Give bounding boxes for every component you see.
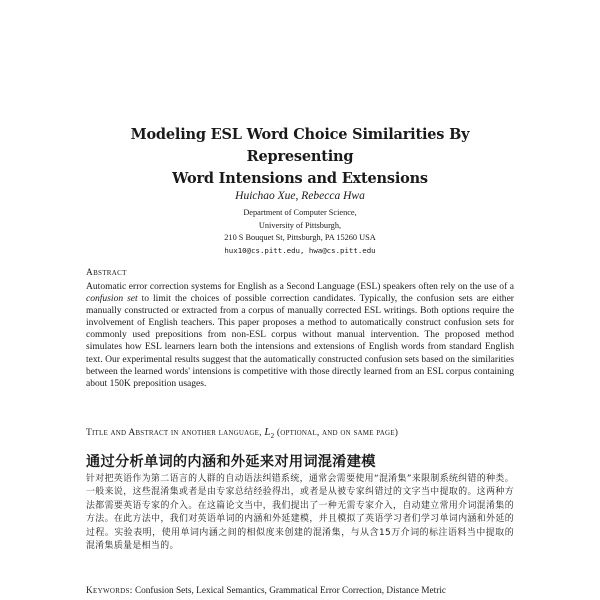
- affiliation-address: 210 S Bouquet St, Pittsburgh, PA 15260 USA: [224, 233, 376, 242]
- title-line-2: Word Intensions and Extensions: [172, 170, 428, 187]
- author-names: Huichao Xue, Rebecca Hwa: [235, 190, 365, 202]
- language-symbol: L: [264, 426, 271, 438]
- keywords-label: Keywords:: [86, 586, 133, 596]
- affiliation-emails: hux10@cs.pitt.edu, hwa@cs.pitt.edu: [224, 246, 376, 255]
- keywords-line: [86, 586, 526, 596]
- chinese-abstract: 针对把英语作为第二语言的人群的自动语法纠错系统，通常会需要使用“混淆集”来限制系统纠错的种类。一般来说，这些混淆集或者是由专家总结经验得出，或者是从被专家纠错过的文字当中提取的。这两种方法都需要英语专家的介入。在这篇论文当中，我们提出了一种无需专家介入，自动建立常用介词混淆集的方法。在此方法中，我们对英语单词的内涵和外延建模，并且模拟了英语学习者们学习单词内涵和外延的过程。实验表明，使用单词内涵之间的相似度来创建的混淆集，与从含15万介词的标注语料当中提取的混淆集质量是相当的。: [86, 474, 514, 552]
- chinese-title: 通过分析单词的内涵和外延来对用词混淆建模: [86, 454, 376, 470]
- paper-title: [80, 124, 520, 190]
- keywords-list: Confusion Sets, Lexical Semantics, Grammatical Error Correction, Distance Metric: [134, 586, 447, 596]
- second-language-heading-before: Title and Abstract in another language,: [86, 428, 265, 438]
- affiliation-department: Department of Computer Science,: [243, 208, 357, 217]
- abstract-heading: Abstract: [86, 268, 127, 278]
- second-language-heading-after: (optional, and on same page): [274, 428, 399, 438]
- abstract-term-confusion-set: confusion set: [86, 293, 138, 305]
- second-language-heading: [86, 426, 526, 440]
- abstract-body: [86, 281, 514, 390]
- abstract-text-part1: Automatic error correction systems for English as a Second Language (ESL) speakers often rely on the use of a: [86, 281, 514, 292]
- affiliation-university: University of Pittsburgh,: [258, 221, 342, 230]
- title-line-1: Modeling ESL Word Choice Similarities By Representing: [130, 126, 470, 165]
- abstract-text-part2: to limit the choices of possible correction candidates. Typically, the confusion sets are either manually constructed or extracted from a corpus of manually corrected ESL writings. Both options require the involvement of English teachers. This paper proposes a method to automatically construct confusion sets for commonly used prepositions from non-ESL corpus without manual intervention. The proposed method simulates how ESL learners learn both the intensions and extensions of English words from standard English text. Our experimental results suggest that the automatically constructed confusion sets based on the similarities between the learned words' intensions is competitive with those directly learned from an ESL corpus containing about 150K preposition usages.: [86, 293, 514, 389]
- language-symbol-subscript: 2: [270, 431, 275, 440]
